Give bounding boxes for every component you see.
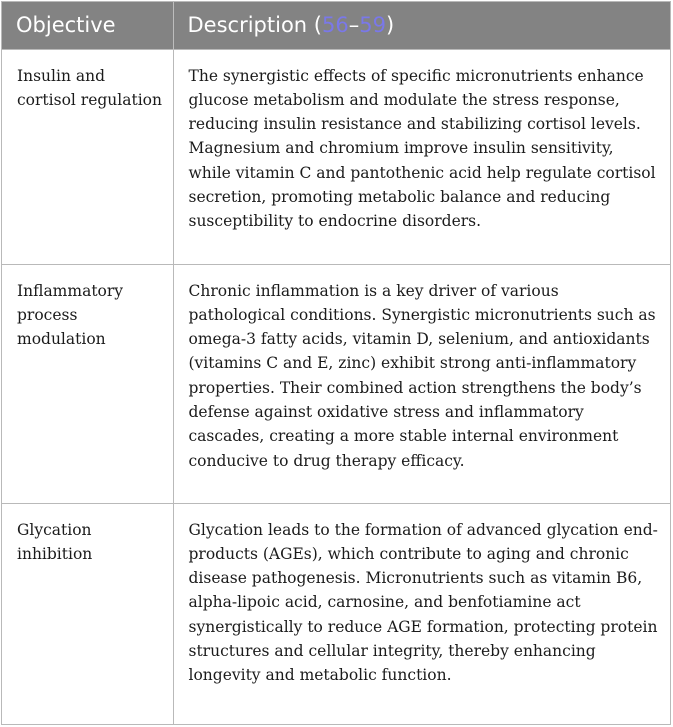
description-cell: Chronic inflammation is a key driver of various pathological conditions. Synergistic micronutrients such as omega-3 fatty acids, vitamin D, selenium, and antioxidants (vitamins C and E, zinc) exhibit strong anti-inflammatory properties. Their combined action strengthens the body’s defense against oxidative stress and inflammatory cascades, creating a more stable internal environment conducive to drug therapy efficacy. — [173, 264, 670, 503]
header-objective: Objective — [2, 2, 173, 49]
table-row — [2, 503, 670, 724]
header-row — [2, 2, 670, 49]
reference-link-59[interactable]: 59 — [359, 13, 386, 38]
header-description-label: Description — [187, 13, 308, 38]
reference-close-paren: ) — [385, 13, 395, 38]
table-header — [2, 2, 670, 49]
description-cell: Glycation leads to the formation of advanced glycation end-products (AGEs), which contribute to aging and chronic disease pathogenesis. Micronutrients such as vitamin B6, alpha-lipoic acid, carnosine, and benfotiamine act synergistically to reduce AGE formation, protecting protein structures and cellular integrity, thereby enhancing longevity and metabolic function. — [173, 503, 670, 724]
reference-dash: – — [348, 13, 360, 38]
objective-cell: Insulin and cortisol regulation — [2, 49, 173, 264]
header-description — [173, 2, 670, 49]
objectives-table-container — [1, 1, 671, 725]
table-body — [2, 49, 670, 724]
reference-open-paren: ( — [313, 13, 322, 38]
objective-cell: Inflammatory process modulation — [2, 264, 173, 503]
reference-link-56[interactable]: 56 — [322, 13, 349, 38]
objectives-table — [2, 2, 670, 724]
table-row — [2, 264, 670, 503]
table-row — [2, 49, 670, 264]
objective-cell: Glycation inhibition — [2, 503, 173, 724]
description-cell: The synergistic effects of specific micronutrients enhance glucose metabolism and modulate the stress response, reducing insulin resistance and stabilizing cortisol levels. Magnesium and chromium improve insulin sensitivity, while vitamin C and pantothenic acid help regulate cortisol secretion, promoting metabolic balance and reducing susceptibility to endocrine disorders. — [173, 49, 670, 264]
